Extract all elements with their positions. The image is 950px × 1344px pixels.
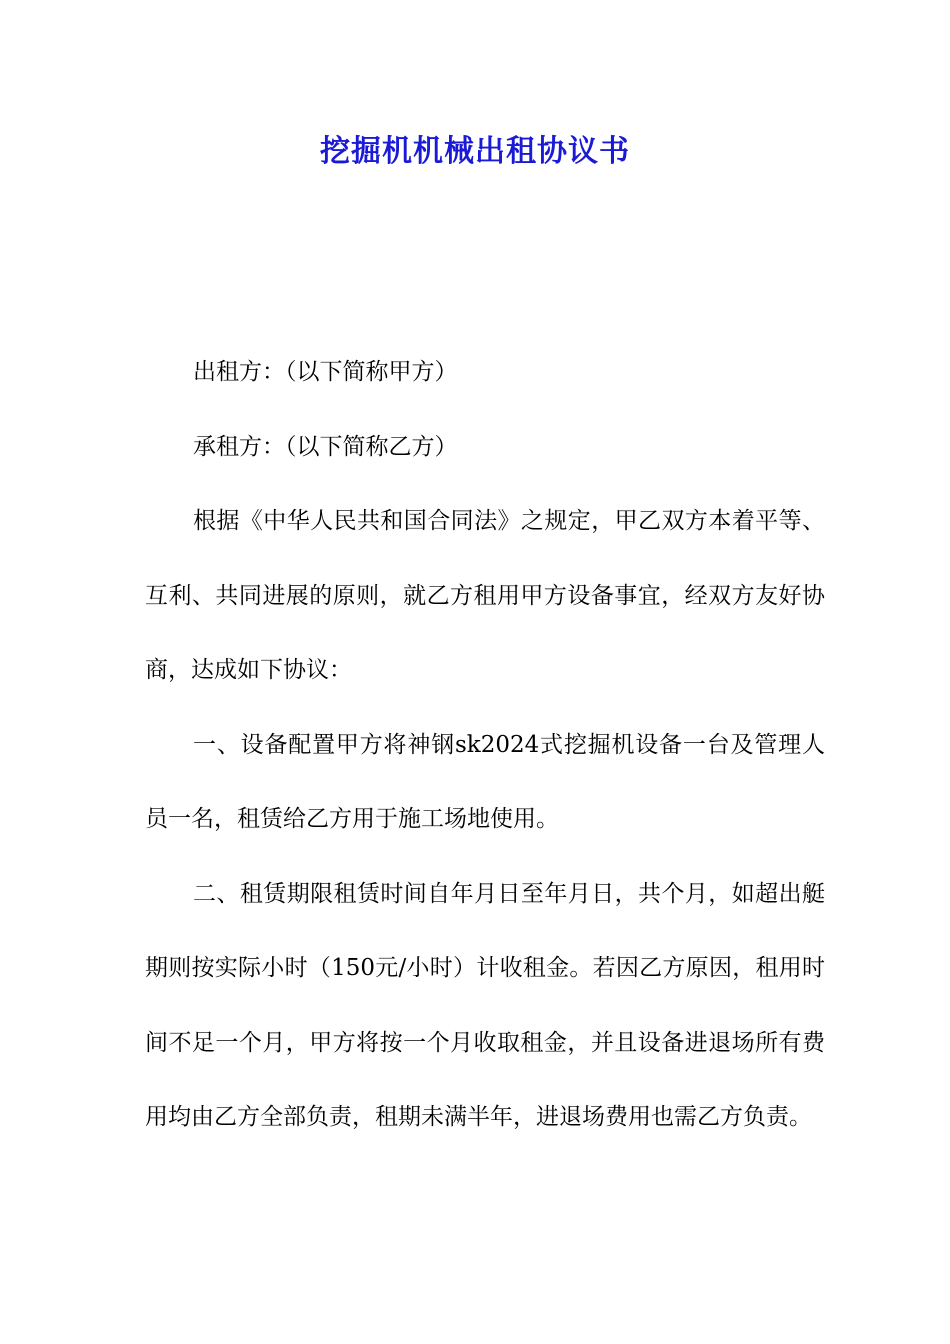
lessor-line: 出租方：（以下简称甲方） [193,359,458,385]
document-title: 挖掘机机械出租协议书 [320,134,630,169]
document-body [145,335,825,1155]
clause-1-equipment: 一、设备配置甲方将神钢sk2024式挖掘机设备一台及管理人员一名，租赁给乙方用于施工场地使用。 [145,731,825,832]
preamble-paragraph: 根据《中华人民共和国合同法》之规定，甲乙双方本着平等、互利、共同进展的原则，就乙方租用甲方设备事宜，经双方友好协商，达成如下协议： [145,508,825,683]
lessee-line: 承租方：（以下简称乙方） [193,433,458,460]
clause-2-lease-term: 二、租赁期限租赁时间自年月日至年月日，共个月，如超出艇期则按实际小时（150元/小时）计收租金。若因乙方原因，租用时间不足一个月，甲方将按一个月收取租金，并且设备进退场所有费用均由乙方全部负责，租期未满半年，进退场费用也需乙方负责。 [145,880,825,1130]
